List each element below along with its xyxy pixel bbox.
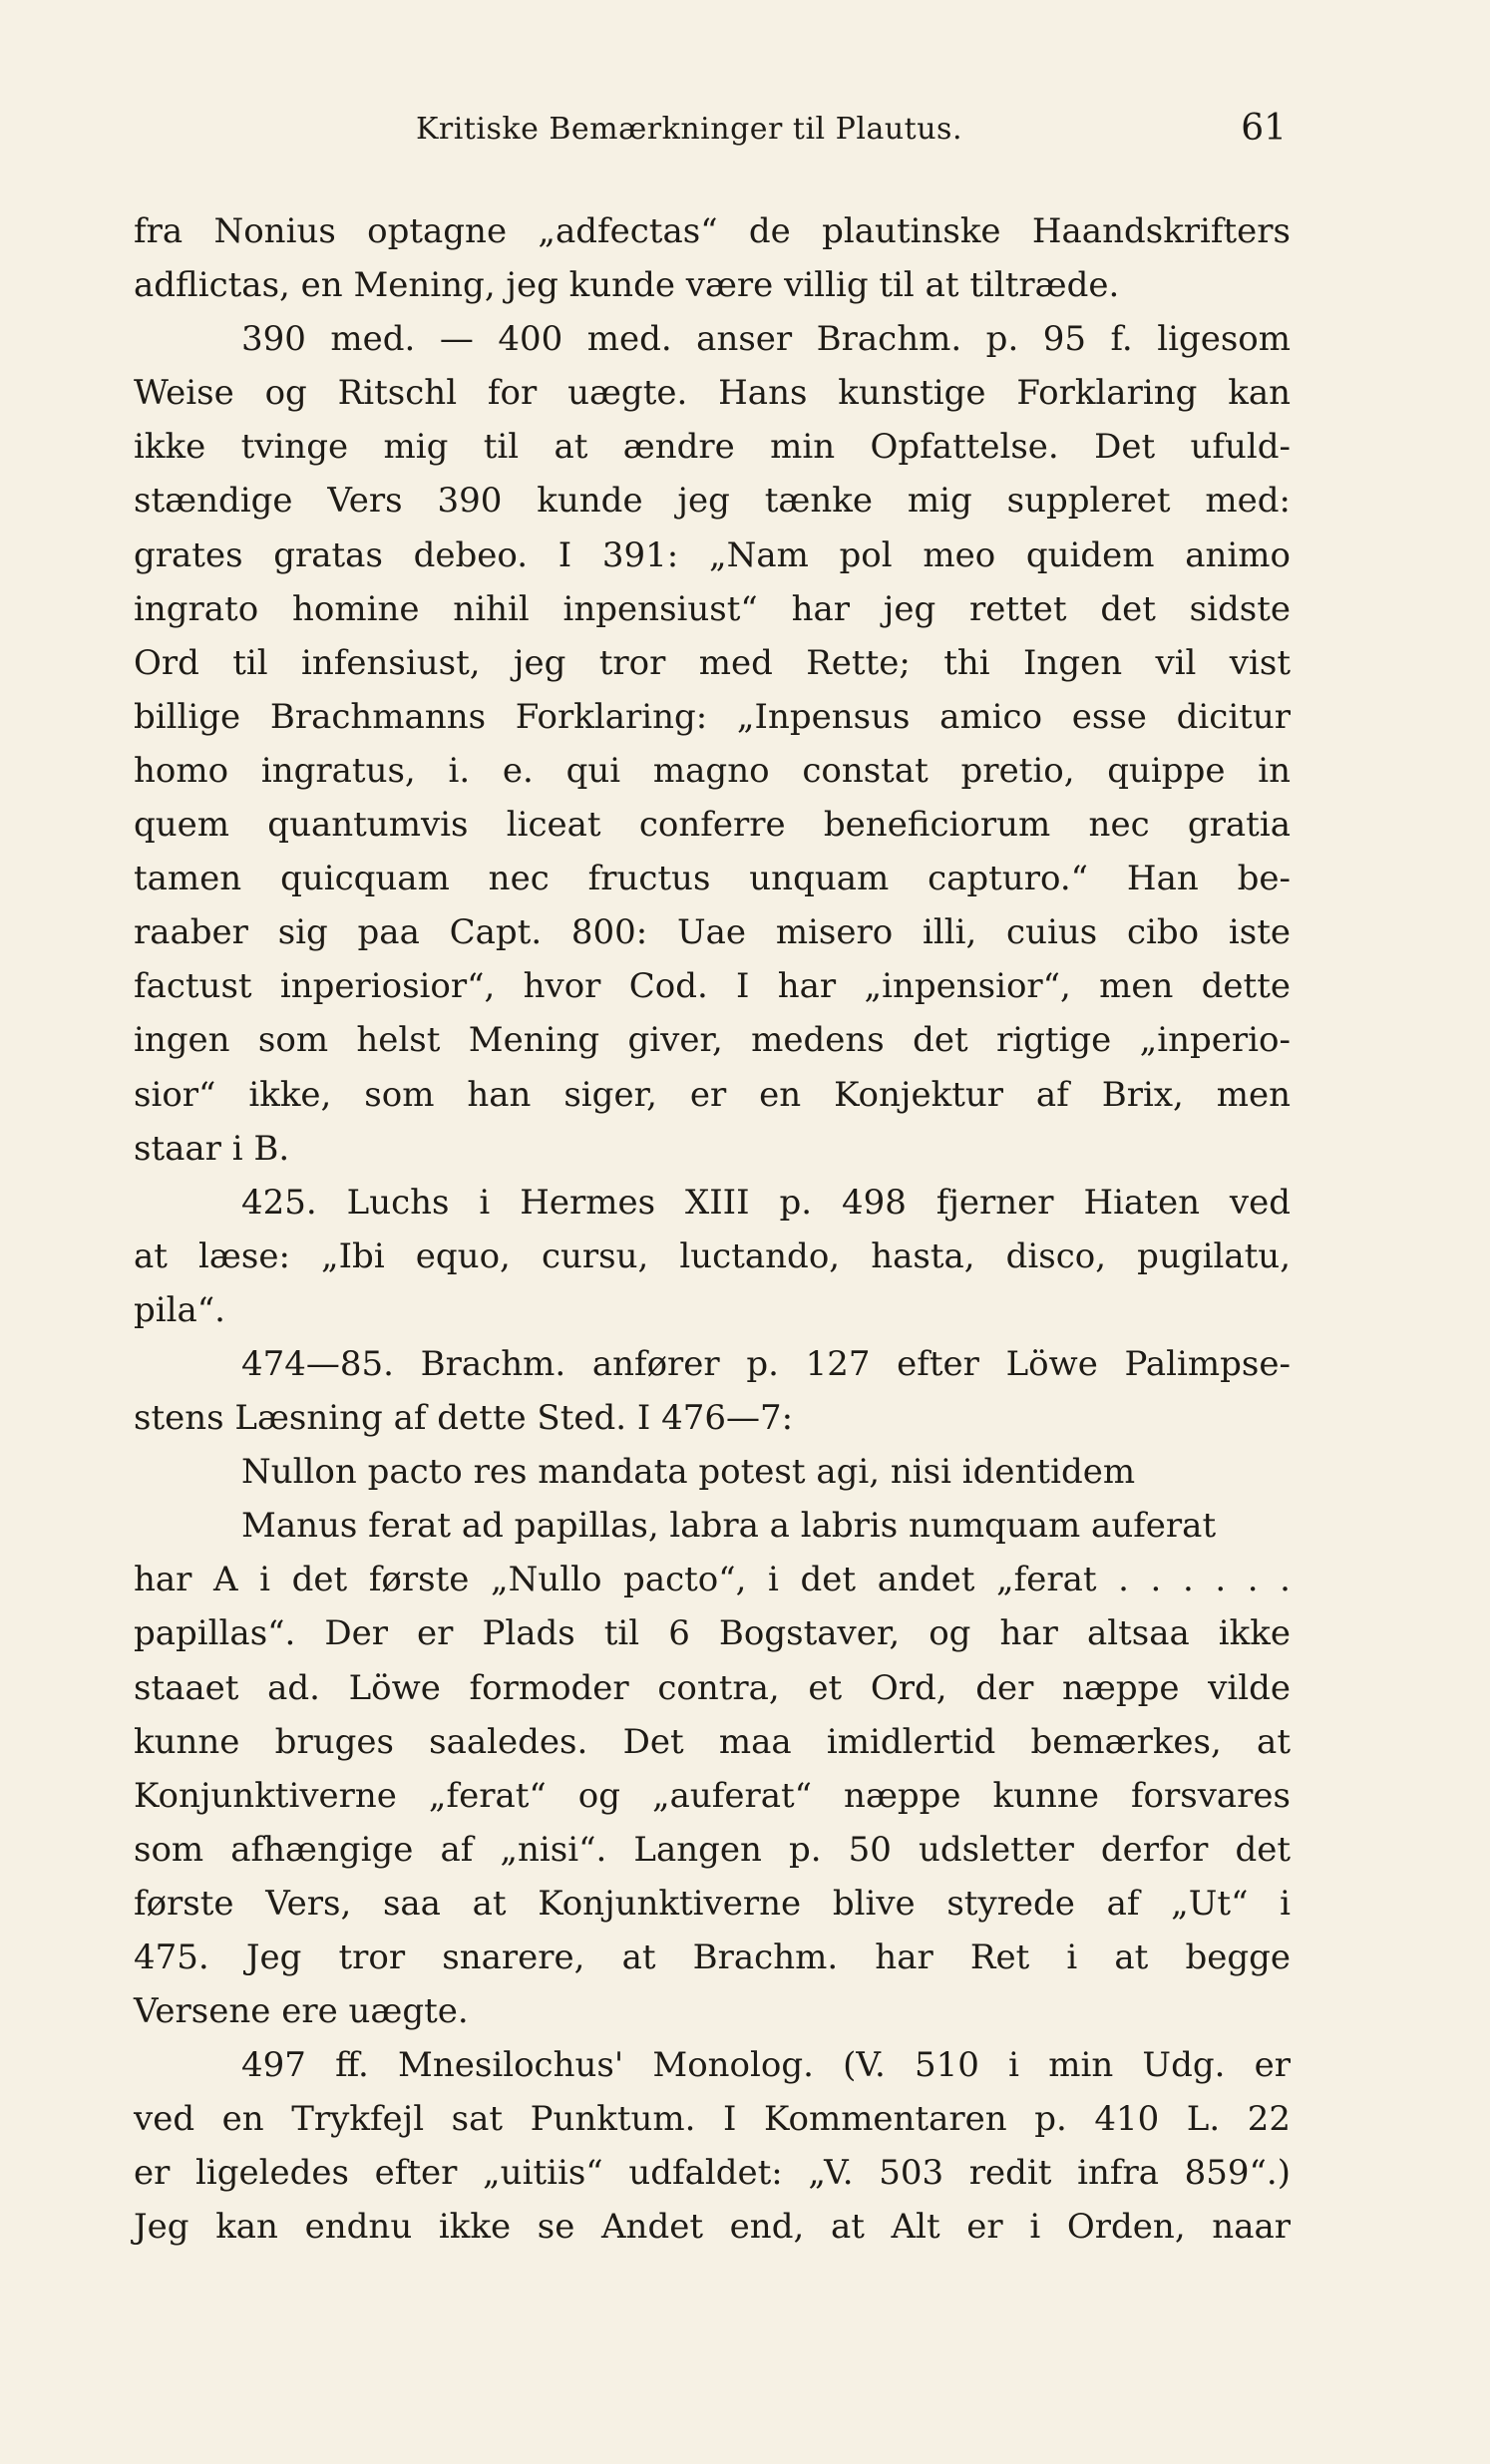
body-text: [134, 204, 1291, 2255]
text-line: Weise og Ritschl for uægte. Hans kunstige Forklaring kan: [134, 373, 1291, 414]
text-line: 390 med. — 400 med. anser Brachm. p. 95 f. ligesom: [241, 319, 1291, 360]
text-line: stens Læsning af dette Sted. I 476—7:: [134, 1398, 794, 1439]
text-line: 497 ff. Mnesilochus' Monolog. (V. 510 i min Udg. er: [241, 2045, 1291, 2086]
text-line: ingrato homine nihil inpensiust“ har jeg rettet det sidste: [134, 588, 1291, 629]
text-line: ikke tvinge mig til at ændre min Opfattelse. Det ufuld-: [134, 427, 1291, 468]
text-line: kunne bruges saaledes. Det maa imidlertid bemærkes, at: [134, 1721, 1291, 1762]
text-line: første Vers, saa at Konjunktiverne blive styrede af „Ut“ i: [134, 1883, 1291, 1924]
text-line: sior“ ikke, som han siger, er en Konjektur af Brix, men: [134, 1074, 1291, 1115]
text-line: Jeg kan endnu ikke se Andet end, at Alt er i Orden, naar: [134, 2207, 1291, 2248]
text-line: 425. Luchs i Hermes XIII p. 498 fjerner Hiaten ved: [241, 1182, 1291, 1223]
text-line: 474—85. Brachm. anfører p. 127 efter Löwe Palimpse-: [241, 1343, 1291, 1384]
text-line: quem quantumvis liceat conferre beneficiorum nec gratia: [134, 805, 1291, 846]
text-line: 475. Jeg tror snarere, at Brachm. har Ret i at begge: [134, 1937, 1291, 1977]
text-line: har A i det første „Nullo pacto“, i det andet „ferat . . . . . .: [134, 1560, 1291, 1600]
text-line: grates gratas debeo. I 391: „Nam pol meo quidem animo: [134, 534, 1291, 575]
running-title: Kritiske Bemærkninger til Plautus.: [416, 112, 962, 147]
text-line: ved en Trykfejl sat Punktum. I Kommentaren p. 410 L. 22: [134, 2099, 1291, 2140]
text-line: staar i B.: [134, 1128, 290, 1169]
text-line: Manus ferat ad papillas, labra a labris numquam auferat: [241, 1506, 1217, 1547]
text-line: pila“.: [134, 1289, 225, 1330]
text-line: er ligeledes efter „uitiis“ udfaldet: „V. 503 redit infra 859“.): [134, 2153, 1291, 2194]
text-line: Ord til infensiust, jeg tror med Rette; thi Ingen vil vist: [134, 642, 1291, 683]
text-line: som afhængige af „nisi“. Langen p. 50 udsletter derfor det: [134, 1829, 1291, 1870]
text-line: fra Nonius optagne „adfectas“ de plautinske Haandskrifters: [134, 211, 1291, 251]
text-line: at læse: „Ibi equo, cursu, luctando, hasta, disco, pugilatu,: [134, 1235, 1291, 1276]
text-line: Konjunktiverne „ferat“ og „auferat“ næppe kunne forsvares: [134, 1775, 1291, 1816]
text-line: factust inperiosior“, hvor Cod. I har „inpensior“, men dette: [134, 966, 1291, 1007]
text-line: homo ingratus, i. e. qui magno constat pretio, quippe in: [134, 750, 1291, 791]
text-line: ingen som helst Mening giver, medens det rigtige „inperio-: [134, 1020, 1291, 1061]
text-line: stændige Vers 390 kunde jeg tænke mig suppleret med:: [134, 481, 1291, 522]
text-line: Nullon pacto res mandata potest agi, nisi identidem: [241, 1452, 1136, 1493]
text-line: papillas“. Der er Plads til 6 Bogstaver, og har altsaa ikke: [134, 1613, 1291, 1654]
page-number: 61: [1241, 108, 1287, 149]
text-line: adflictas, en Mening, jeg kunde være villig til at tiltræde.: [134, 265, 1120, 306]
text-line: raaber sig paa Capt. 800: Uae misero illi, cuius cibo iste: [134, 912, 1291, 953]
text-line: Versene ere uægte.: [134, 1991, 469, 2032]
text-line: staaet ad. Löwe formoder contra, et Ord, der næppe vilde: [134, 1667, 1291, 1708]
text-line: tamen quicquam nec fructus unquam capturo.“ Han be-: [134, 859, 1291, 899]
text-line: billige Brachmanns Forklaring: „Inpensus amico esse dicitur: [134, 696, 1291, 737]
page-header: [134, 108, 1291, 172]
